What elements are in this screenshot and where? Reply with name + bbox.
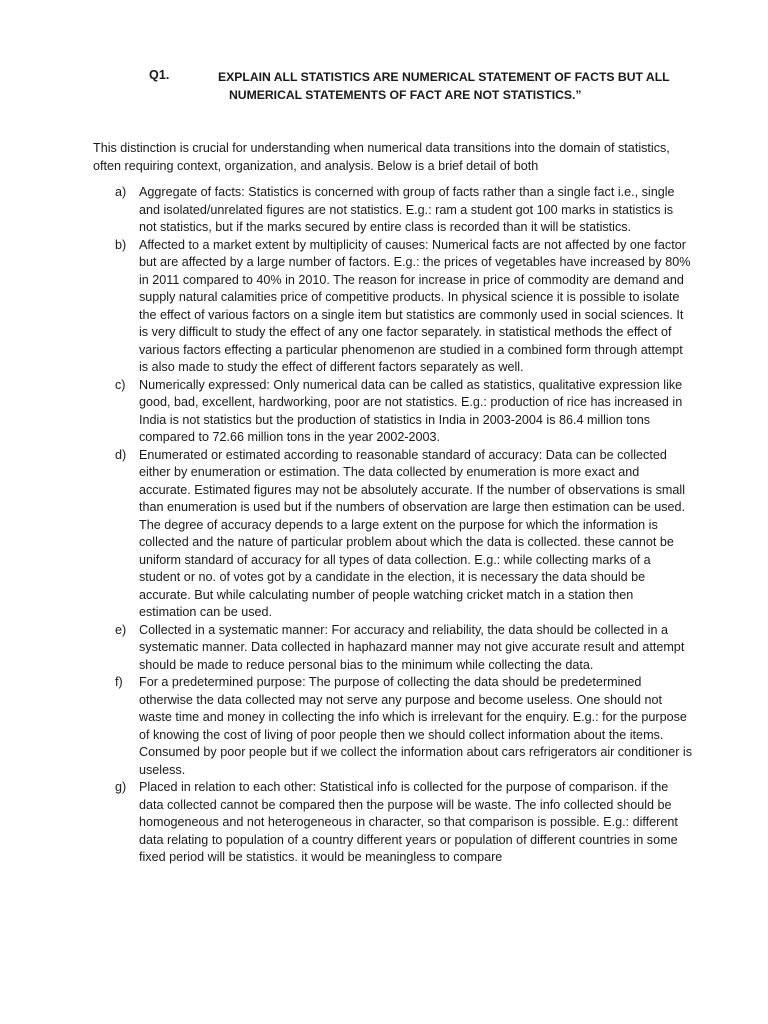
list-marker: f) [115,675,123,689]
intro-paragraph: This distinction is crucial for understanding when numerical data transitions into the domain of statistics, often requiring context, organization, and analysis. Below is a brief detail of both [93,141,670,173]
list-item-a [93,184,693,237]
list-item-text: Placed in relation to each other: Statistical info is collected for the purpose of comparison. if the data collected cannot be compared then the purpose will be waste. The info collected should be homogeneous and not heterogeneous in character, so that comparison is possible. E.g.: different data relating to population of a country different years or population of different countries in some fixed period will be statistics. it would be meaningless to compare [139,780,678,864]
list-marker: a) [115,185,127,199]
question-title [218,68,678,104]
list-marker: c) [115,377,126,392]
list-marker: g) [115,780,127,794]
list-item-g [93,779,693,867]
list-item-e [93,622,693,675]
list-item-text: Enumerated or estimated according to reasonable standard of accuracy: Data can be collected either by enumeration or estimation. The data collected by enumeration is more exact and accurate. Estimated figures may not be absolutely accurate. If the number of observations is small than enumeration is used but if the numbers of observation are large then estimation can be used. The degree of accuracy depends to a large extent on the purpose for which the information is collected and the nature of particular problem about which the data is collected. these cannot be uniform standard of accuracy for all types of data collection. E.g.: while collecting marks of a student or no. of votes got by a candidate in the election, it is necessary the data should be accurate. But while calculating number of people watching cricket match in a station then estimation can be used. [139,447,686,619]
question-title-line-2: NUMERICAL STATEMENTS OF FACT ARE NOT STATISTICS.” [229,88,582,102]
list-marker: e) [115,622,127,637]
list-item-text: Aggregate of facts: Statistics is concerned with group of facts rather than a single fact i.e., single and isolated/unrelated figures are not statistics. E.g.: ram a student got 100 marks in statistics is not statistics, but if the marks secured by entire class is recorded than it will be statistics. [139,185,675,234]
question-title-line-1: EXPLAIN ALL STATISTICS ARE NUMERICAL STATEMENT OF FACTS BUT ALL [218,70,670,84]
list-item-d [93,447,693,622]
list-item-text: For a predetermined purpose: The purpose of collecting the data should be predetermined otherwise the data collected may not serve any purpose and become useless. One should not waste time and money in collecting the info which is irrelevant for the enquiry. E.g.: for the purpose of knowing the cost of living of poor people then we should collect information about the items. Consumed by poor people but if we collect the information about cars refrigerators air conditioner is useless. [139,675,693,777]
list-marker: b) [115,237,127,252]
list-item-f [93,674,693,779]
list-marker: d) [115,447,127,462]
list-item-text: Affected to a market extent by multiplicity of causes: Numerical facts are not affected by one factor but are affected by a large number of factors. E.g.: the prices of vegetables have increased by 80% in 2011 compared to 40% in 2010. The reason for increase in price of commodity are demand and supply natural calamities price of competitive products. In physical science it is possible to isolate the effect of various factors on a single item but statistics are commonly used in social sciences. It is very difficult to study the effect of any one factor separately. in statistical methods the effect of various factors effecting a particular phenomenon are studied in a combined form through attempt is also made to study the effect of different factors separately as well. [139,237,691,374]
list-item-text: Collected in a systematic manner: For accuracy and reliability, the data should be collected in a systematic manner. Data collected in haphazard manner may not give accurate result and attempt should be made to reduce personal bias to the minimum while collecting the data. [139,622,685,672]
list-item-b [93,237,693,377]
list-item-text: Numerically expressed: Only numerical data can be called as statistics, qualitative expression like good, bad, excellent, hardworking, poor are not statistics. E.g.: production of rice has increased in India is not statistics but the production of statistics in India in 2003-2004 is 86.4 million tons compared to 72.66 million tons in the year 2002-2003. [139,377,683,444]
question-number: Q1. [149,68,170,82]
characteristics-list [93,184,693,867]
list-item-c [93,377,693,447]
